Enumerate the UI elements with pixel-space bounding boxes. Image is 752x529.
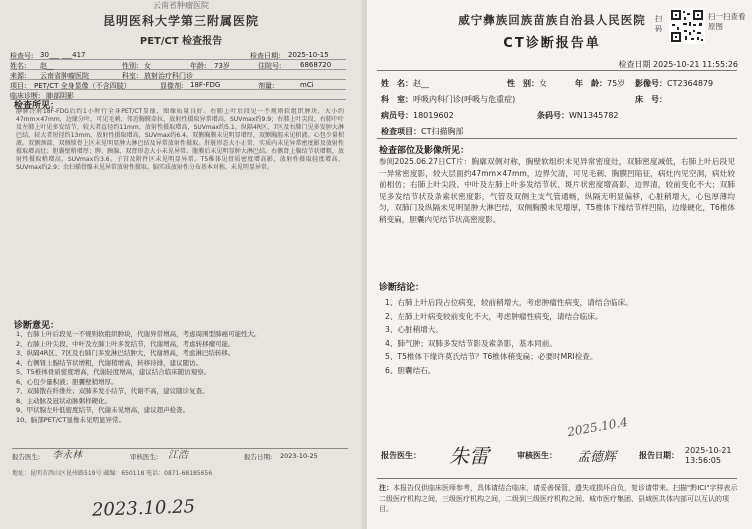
diagnosis-list bbox=[385, 296, 735, 377]
doctor-label: 报告医生: bbox=[12, 453, 41, 461]
clinical-dx-value: 肺部阴影 bbox=[46, 92, 74, 100]
sex-value: 女 bbox=[144, 62, 151, 70]
diagnosis-item: 7、双肺散在纤维灶；双肺多发小结节，代谢不高，建议随诊复查。 bbox=[16, 387, 209, 395]
qr-code-icon[interactable] bbox=[669, 8, 705, 44]
diagnosis-heading: 诊断结论： bbox=[379, 283, 425, 293]
image-no-value: CT2364879 bbox=[667, 79, 714, 88]
age-field bbox=[575, 78, 625, 89]
item-value: PET/CT 全身显像（不含四肢） bbox=[34, 82, 131, 90]
exam-item-field bbox=[381, 126, 463, 137]
findings-heading: 检查所见： bbox=[14, 101, 60, 111]
diagnosis-item: 5、T5椎体骨质密度增高，代谢轻度增高，建议结合临床随访观察。 bbox=[16, 368, 211, 376]
divider bbox=[377, 138, 737, 139]
report-date-label: 报告日期: bbox=[244, 453, 273, 461]
dept-value: 放射治疗科门诊 bbox=[144, 72, 193, 80]
diagnosis-item: 1、右肺上叶后段见一不规则软组织肿块，代谢异常增高，考虑周围型肺癌可能性大。 bbox=[16, 330, 261, 338]
diagnosis-item: 4、右侧肾上腺结节状增粗，代谢稍增高，转移待排，建议随访。 bbox=[16, 358, 203, 367]
org-line: 云南省肿瘤医院 bbox=[153, 1, 209, 10]
inpatient-value: 18019602 bbox=[413, 111, 454, 120]
inpatient-value: 6868720 bbox=[300, 61, 332, 69]
hospital-name: 昆明医科大学第三附属医院 bbox=[102, 14, 259, 28]
findings-text: 参阅2025.06.27日CT片：胸廓双侧对称，胸壁软组织未见异常密度灶，双肺密度减低，右肺上叶后段见一异常密度影，较大层面约47mm×47mm，边界欠清，可见毛刺、胸膜凹陷征，病灶内见空洞，病灶较前相仿；右肺上叶尖段、中叶及左肺上叶多发结节状、斑片状密度增高影，边界清，较前变化不大；双肺见多发结节状及条索状密度影，气管及双侧主支气管通畅，纵隔无明显偏移，心脏稍增大，心包厚薄均匀，双肺门及纵隔未见明显肿大淋巴结，双侧胸膜未见增厚，T5椎体下缘结节样凹陷，边缘硬化，T6椎体稍变扁，胆囊内见结节状高密度影。 bbox=[379, 157, 735, 224]
exam-no-label: 检查号: bbox=[10, 52, 34, 60]
handwritten-date: 2023.10.25 bbox=[91, 496, 196, 521]
exam-no-value: 30___ ___417 bbox=[40, 51, 86, 59]
age-value: 75岁 bbox=[607, 79, 626, 88]
name-field bbox=[381, 78, 429, 89]
bed-label: 床 号： bbox=[635, 95, 667, 104]
age-label: 年龄: bbox=[190, 62, 207, 70]
diagnosis-item: 1、右肺上叶后段占位病变，较前稍增大，考虑肿瘤性病变，请结合临床。 bbox=[385, 298, 633, 307]
sex-value: 女 bbox=[539, 79, 547, 88]
agent-value: 18F-FDG bbox=[190, 81, 221, 89]
inpatient-field bbox=[381, 110, 454, 121]
info-row bbox=[10, 80, 346, 90]
agent-label: 显像剂: bbox=[160, 82, 184, 90]
check-time-value: 2025-10-21 11:55:26 bbox=[653, 60, 738, 69]
qr-caption: 扫一扫查看原图 bbox=[708, 12, 746, 31]
diagnosis-item: 9、甲状腺左叶低密度结节，代谢未见增高，建议超声检查。 bbox=[16, 406, 190, 414]
hospital-name: 威宁彝族回族苗族自治县人民医院 bbox=[458, 13, 646, 27]
doctor-label: 报告医生： bbox=[381, 451, 421, 460]
doctor-signature: 朱雷 bbox=[449, 444, 489, 468]
diagnosis-item: 4、肺气肿；双肺多发结节影及索条影，基本同前。 bbox=[385, 338, 557, 348]
report-date-label: 报告日期： bbox=[639, 451, 679, 460]
diagnosis-item: 5、T5椎体下缘许莫氏结节？T6椎体稍变扁；必要时MRI检查。 bbox=[385, 352, 598, 361]
report-date-value: 2025-10-21 13:56:05 bbox=[685, 446, 732, 465]
name-value: 赵__ bbox=[40, 62, 54, 70]
age-value: 73岁 bbox=[214, 62, 230, 70]
info-row bbox=[10, 70, 346, 80]
barcode-label: 条码号： bbox=[537, 111, 569, 120]
info-row bbox=[10, 90, 346, 100]
reviewer-signature: 孟德辉 bbox=[577, 450, 617, 465]
patient-info-table bbox=[10, 50, 346, 100]
reviewer-field bbox=[517, 450, 557, 461]
reviewer-label: 审核医生： bbox=[517, 451, 557, 460]
sex-label: 性 别： bbox=[507, 79, 539, 88]
note-text: 本报告仅供临床医师参考，具体请结合临床，请妥善保管，遗失或损坏自负，复诊请带来。扫描"黔ICI"字样表示二级医疗机构之间，三级医疗机构之间，二级到三级医疗机构之间、城市医疗集团、县域医共体内部可以互认的项目。 bbox=[379, 484, 738, 513]
diagnosis-item: 6、胆囊结石。 bbox=[385, 365, 436, 375]
report-title: PET/CT 检查报告 bbox=[139, 36, 223, 47]
dept-value: 呼吸内科门诊(呼吸与危重症) bbox=[413, 95, 516, 104]
exam-item-value: CT扫描胸部 bbox=[421, 127, 464, 136]
name-value: 赵__ bbox=[413, 79, 429, 88]
image-no-label: 影像号： bbox=[635, 79, 667, 88]
image-no-field bbox=[635, 78, 713, 89]
check-time bbox=[618, 59, 738, 70]
reviewer-label: 审核医生: bbox=[130, 453, 159, 461]
clinical-dx-label: 临床诊断: bbox=[10, 92, 41, 100]
reviewer-signature: 江浩 bbox=[168, 450, 188, 461]
diagnosis-item: 6、心包少量积液；胆囊壁稍增厚。 bbox=[16, 377, 118, 386]
pet-ct-report bbox=[0, 0, 362, 529]
divider bbox=[377, 478, 737, 479]
diagnosis-item: 8、主动脉及冠状动脉粥样硬化。 bbox=[16, 396, 112, 405]
dose-value: mCi bbox=[300, 81, 314, 89]
diagnosis-heading: 诊断意见： bbox=[14, 321, 60, 331]
barcode-value: WN1345782 bbox=[569, 111, 619, 120]
bed-field bbox=[635, 94, 667, 105]
inpatient-label: 住院号: bbox=[258, 62, 282, 70]
findings-text: 静脉注射18F-FDG后约1小时行全身PET/CT显像，图像质量良好。右肺上叶后段见一不规则软组织肿块，大小约47mm×47mm，边缘分叶，可见毛刺，邻近胸膜牵拉，放射性摄取异常增高，SUVmax约9.9；右肺上叶尖段、右肺中叶及左肺上叶见多发结节，较大者直径约11mm，放射性摄取增高，SUVmax约5.1。纵隔4R区、7区及右肺门见多发肿大淋巴结，较大者短径约13mm，放射性摄取增高，SUVmax约6.4。双侧胸膜未见明显增厚，双侧胸腔未见积液。心包少量积液。双侧颈部、双侧锁骨上区未见明显肿大淋巴结及异常放射性摄取。肝脏形态大小正常，实质内未见异常密度影及放射性摄取增高灶；胆囊壁稍增厚；脾、胰腺、双肾形态大小未见异常。腹膜后未见明显肿大淋巴结。右侧肾上腺结节状增粗，放射性摄取稍增高，SUVmax约3.6。子宫及附件区未见明显异常。T5椎体见骨质密度增高影，放射性摄取轻度增高，SUVmax约2.9；余扫描骨骼未见异常放射性摄取。脑实质放射性分布基本对称，未见明显异常。 bbox=[16, 108, 344, 171]
info-row bbox=[10, 50, 346, 60]
diagnosis-item: 3、纵隔4R区、7区及右肺门多发淋巴结肿大，代谢增高，考虑淋巴结转移。 bbox=[16, 349, 235, 357]
sex-field bbox=[507, 78, 547, 89]
name-label: 姓名: bbox=[10, 62, 27, 70]
diagnosis-item: 2、右肺上叶尖段、中叶及左肺上叶多发结节，代谢增高，考虑转移瘤可能。 bbox=[16, 339, 235, 348]
exam-item-label: 检查项目： bbox=[381, 127, 421, 136]
findings-heading: 检查部位及影像所见： bbox=[379, 146, 470, 156]
item-label: 项目: bbox=[10, 82, 27, 90]
handwritten-date: 2025.10.4 bbox=[566, 414, 629, 440]
barcode-field bbox=[537, 110, 619, 121]
hospital-address: 地址：昆明市西山区昆州路519号 邮编：650118 电话：0871-68185656 bbox=[12, 470, 213, 477]
report-date-value: 2023-10-25 bbox=[280, 452, 318, 460]
note-label: 注： bbox=[379, 484, 393, 492]
ct-report bbox=[367, 0, 752, 529]
source-value: 云南省肿瘤医院 bbox=[40, 72, 89, 80]
doctor-field bbox=[381, 450, 421, 461]
diagnosis-item: 10、脑部PET/CT显像未见明显异常。 bbox=[16, 415, 125, 424]
name-label: 姓 名： bbox=[381, 79, 413, 88]
divider bbox=[377, 70, 737, 71]
dept-field bbox=[381, 94, 515, 105]
sex-label: 性别: bbox=[122, 62, 139, 70]
diagnosis-item: 3、心脏稍增大。 bbox=[385, 325, 443, 334]
report-title: CT诊断报告单 bbox=[503, 36, 601, 51]
inpatient-label: 病员号： bbox=[381, 111, 413, 120]
dept-label: 科 室： bbox=[381, 95, 413, 104]
diagnosis-item: 2、左肺上叶病变较前变化不大，考虑肿瘤性病变，请结合临床。 bbox=[385, 311, 603, 321]
info-row bbox=[10, 60, 346, 70]
check-time-label: 检查日期 bbox=[618, 60, 651, 69]
exam-date-value: 2025-10-15 bbox=[288, 51, 329, 59]
source-label: 来源: bbox=[10, 72, 27, 80]
diagnosis-list bbox=[16, 330, 344, 425]
footnote bbox=[379, 483, 739, 515]
doctor-signature: 李永林 bbox=[52, 450, 82, 461]
report-date-field bbox=[639, 450, 679, 461]
age-label: 年 龄： bbox=[575, 79, 607, 88]
dose-label: 剂量: bbox=[258, 82, 275, 90]
qr-side-label: 扫码 bbox=[655, 15, 662, 33]
exam-date-label: 检查日期: bbox=[250, 52, 281, 60]
dept-label: 科室: bbox=[122, 72, 139, 80]
